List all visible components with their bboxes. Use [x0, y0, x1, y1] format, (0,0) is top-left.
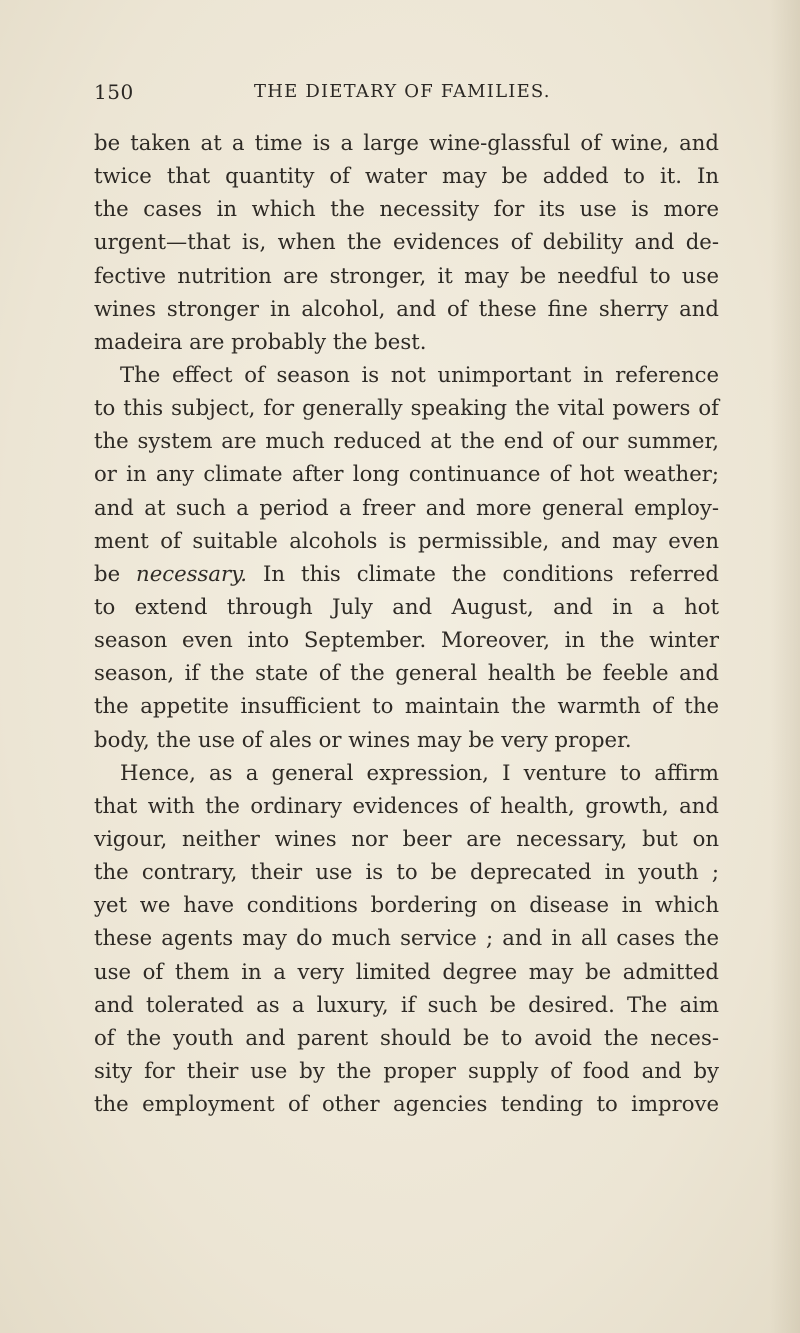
- page-edge-shadow: [770, 0, 800, 1333]
- text-line: these agents may do much service ; and in all cases the: [94, 925, 719, 951]
- text-line: body, the use of ales or wines may be very proper.: [94, 726, 632, 752]
- text-line: and tolerated as a luxury, if such be desired. The aim: [94, 991, 719, 1017]
- body-text: [94, 126, 719, 1120]
- running-head: THE DIETARY OF FAMILIES.: [254, 81, 551, 102]
- emphasized-word: necessary.: [136, 560, 248, 586]
- text-line: and at such a period a freer and more general employ-: [94, 494, 719, 520]
- page-number: 150: [94, 80, 134, 104]
- text-line: of the youth and parent should be to avoid the neces-: [94, 1024, 719, 1050]
- text-line: use of them in a very limited degree may be admitted: [94, 958, 719, 984]
- text-line: season, if the state of the general health be feeble and: [94, 660, 719, 686]
- text-line: that with the ordinary evidences of health, growth, and: [94, 792, 719, 818]
- text-line: urgent—that is, when the evidences of debility and de-: [94, 229, 719, 255]
- text-line: to this subject, for generally speaking the vital powers of: [94, 395, 719, 421]
- text-line-with-emphasis: [94, 557, 719, 590]
- text-line: ment of suitable alcohols is permissible, and may even: [94, 527, 719, 553]
- text-line: or in any climate after long continuance of hot weather;: [94, 461, 719, 487]
- line-fragment: be: [94, 560, 137, 586]
- page-header: [94, 80, 714, 108]
- line-fragment: In this climate the conditions referred: [263, 560, 719, 586]
- text-line: sity for their use by the proper supply of food and by: [94, 1057, 719, 1083]
- text-line: the employment of other agencies tending to improve: [94, 1091, 719, 1117]
- text-line: to extend through July and August, and in a hot: [94, 593, 719, 619]
- text-line: fective nutrition are stronger, it may be needful to use: [94, 262, 719, 288]
- text-line: the contrary, their use is to be deprecated in youth ;: [94, 859, 719, 885]
- text-line: wines stronger in alcohol, and of these fine sherry and: [94, 295, 719, 321]
- text-line: vigour, neither wines nor beer are necessary, but on: [94, 825, 719, 851]
- text-line: be taken at a time is a large wine-glassful of wine, and: [94, 130, 719, 155]
- text-line: yet we have conditions bordering on disease in which: [94, 892, 719, 918]
- text-line: madeira are probably the best.: [94, 328, 427, 354]
- text-line: the cases in which the necessity for its use is more: [94, 196, 719, 222]
- text-line: twice that quantity of water may be added to it. In: [94, 163, 719, 189]
- paragraph-start-line: The effect of season is not unimportant in reference: [120, 361, 719, 387]
- text-line: the system are much reduced at the end of our summer,: [94, 428, 719, 454]
- text-line: season even into September. Moreover, in the winter: [94, 627, 719, 653]
- paragraph-start-line: Hence, as a general expression, I venture to affirm: [120, 759, 719, 785]
- text-line: the appetite insufficient to maintain the warmth of the: [94, 693, 719, 719]
